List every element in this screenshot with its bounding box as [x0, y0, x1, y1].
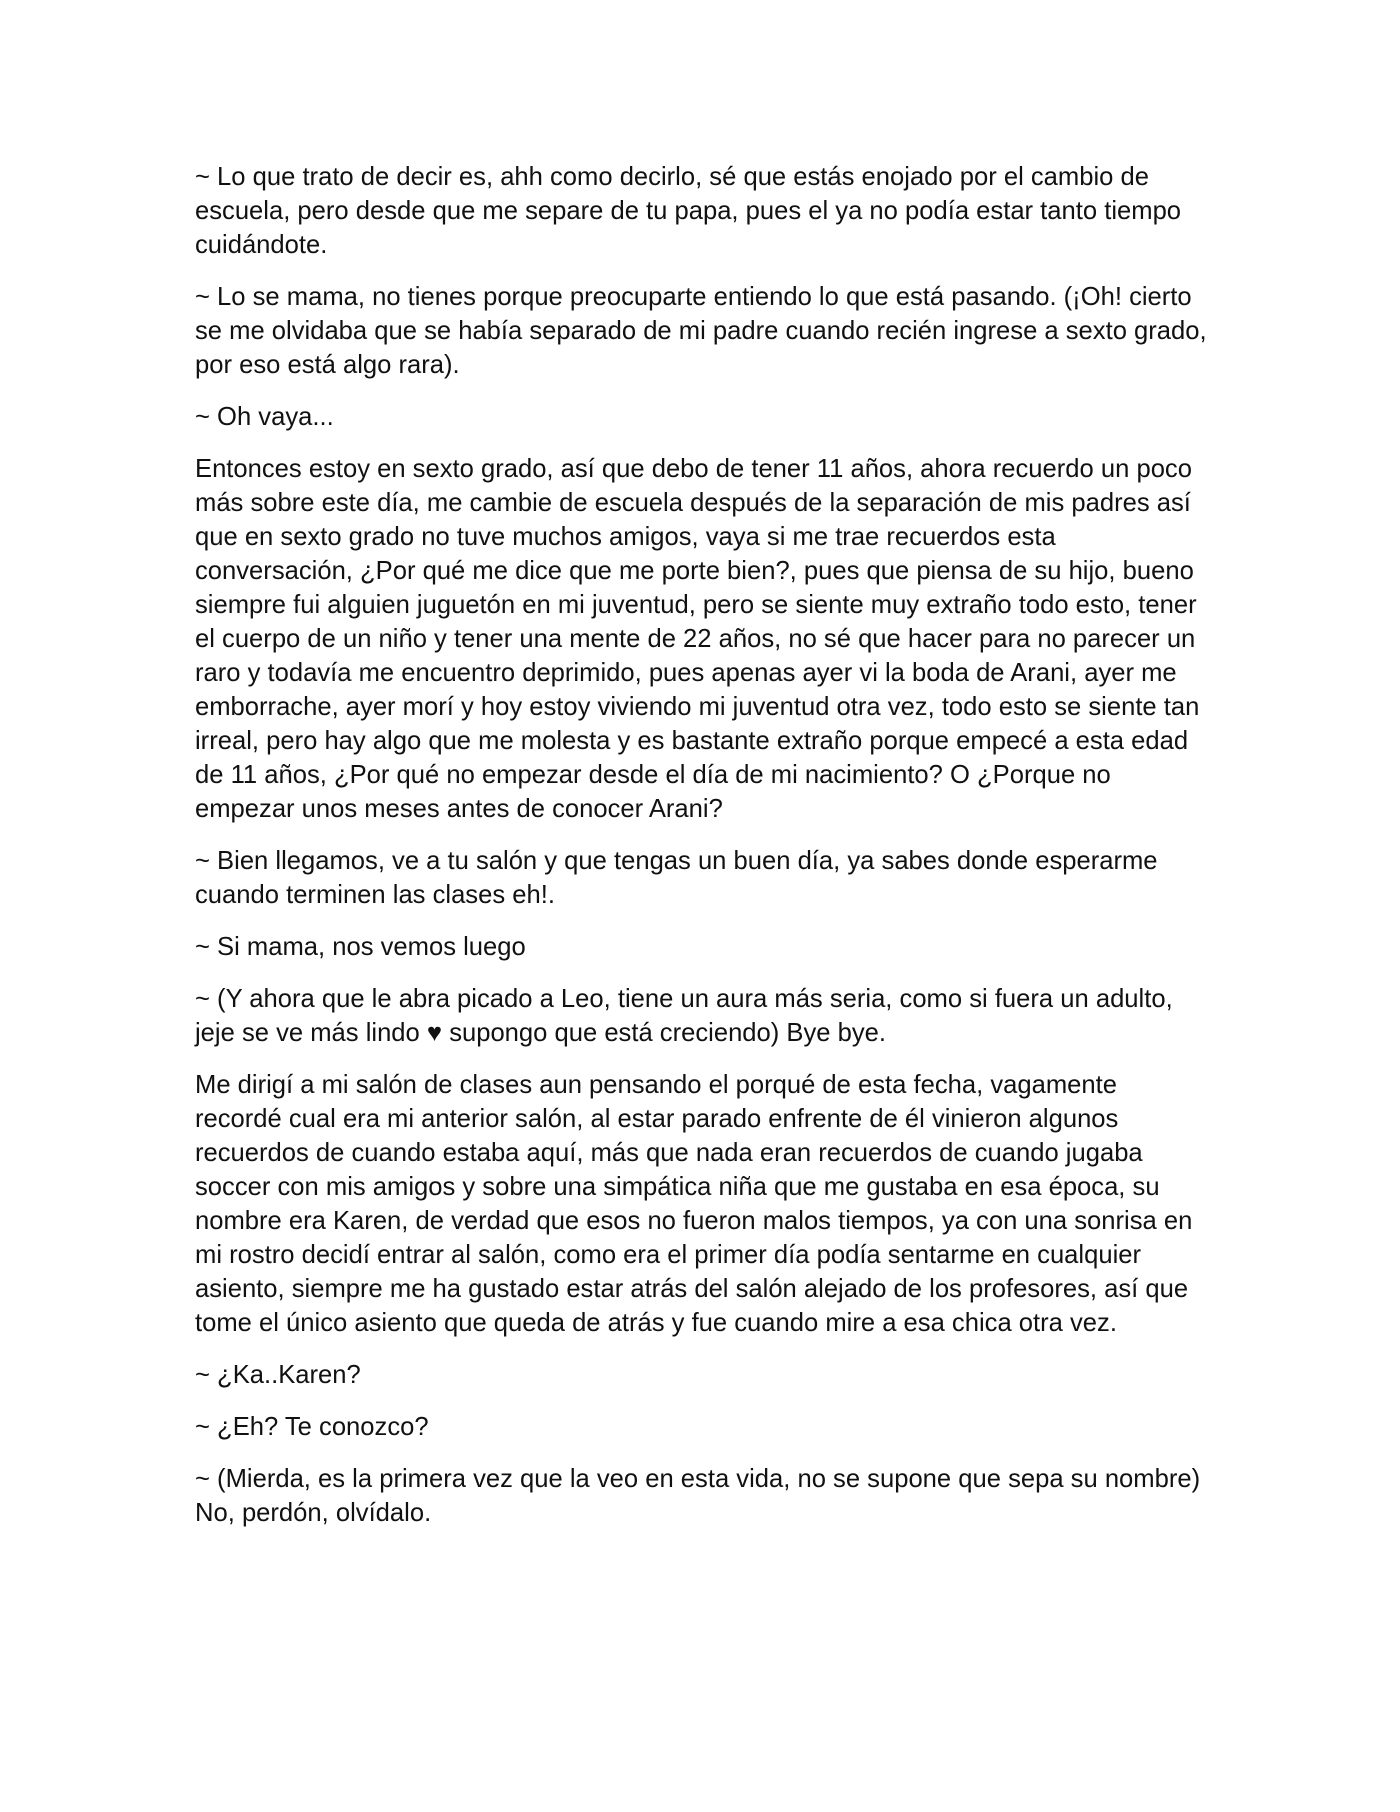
paragraph: Me dirigí a mi salón de clases aun pensando el porqué de esta fecha, vagamente recordé cual era mi anterior salón, al estar parado enfrente de él vinieron algunos recuerdos de cuando estaba aquí, más que nada eran recuerdos de cuando jugaba soccer con mis amigos y sobre una simpática niña que me gustaba en esa época, su nombre era Karen, de verdad que esos no fueron malos tiempos, ya con una sonrisa en mi rostro decidí entrar al salón, como era el primer día podía sentarme en cualquier asiento, siempre me ha gustado estar atrás del salón alejado de los profesores, así que tome el único asiento que queda de atrás y fue cuando mire a esa chica otra vez. — [195, 1071, 1193, 1337]
paragraph: Entonces estoy en sexto grado, así que debo de tener 11 años, ahora recuerdo un poco más sobre este día, me cambie de escuela después de la separación de mis padres así que en sexto grado no tuve muchos amigos, vaya si me trae recuerdos esta conversación, ¿Por qué me dice que me porte bien?, pues que piensa de su hijo, bueno siempre fui alguien juguetón en mi juventud, pero se siente muy extraño todo esto, tener el cuerpo de un niño y tener una mente de 22 años, no sé que hacer para no parecer un raro y todavía me encuentro deprimido, pues apenas ayer vi la boda de Arani, ayer me emborrache, ayer morí y hoy estoy viviendo mi juventud otra vez, todo esto se siente tan irreal, pero hay algo que me molesta y es bastante extraño porque empecé a esta edad de 11 años, ¿Por qué no empezar desde el día de mi nacimiento? O ¿Porque no empezar unos meses antes de conocer Arani? — [195, 455, 1200, 823]
document-body — [195, 160, 1210, 1548]
paragraph: ~ Lo que trato de decir es, ahh como decirlo, sé que estás enojado por el cambio de escuela, pero desde que me separe de tu papa, pues el ya no podía estar tanto tiempo cuidándote. — [195, 163, 1182, 259]
paragraph: ~ (Y ahora que le abra picado a Leo, tiene un aura más seria, como si fuera un adulto, jeje se ve más lindo ♥ supongo que está creciendo) Bye bye. — [195, 985, 1173, 1047]
paragraph: ~ (Mierda, es la primera vez que la veo en esta vida, no se supone que sepa su nombre) No, perdón, olvídalo. — [195, 1465, 1201, 1527]
paragraph: ~ Oh vaya... — [195, 403, 334, 431]
paragraph: ~ ¿Ka..Karen? — [195, 1361, 361, 1389]
paragraph: ~ Si mama, nos vemos luego — [195, 933, 526, 961]
paragraph: ~ Bien llegamos, ve a tu salón y que tengas un buen día, ya sabes donde esperarme cuando terminen las clases eh!. — [195, 847, 1158, 909]
paragraph: ~ Lo se mama, no tienes porque preocuparte entiendo lo que está pasando. (¡Oh! cierto se me olvidaba que se había separado de mi padre cuando recién ingrese a sexto grado, por eso está algo rara). — [195, 283, 1207, 379]
paragraph: ~ ¿Eh? Te conozco? — [195, 1413, 429, 1441]
